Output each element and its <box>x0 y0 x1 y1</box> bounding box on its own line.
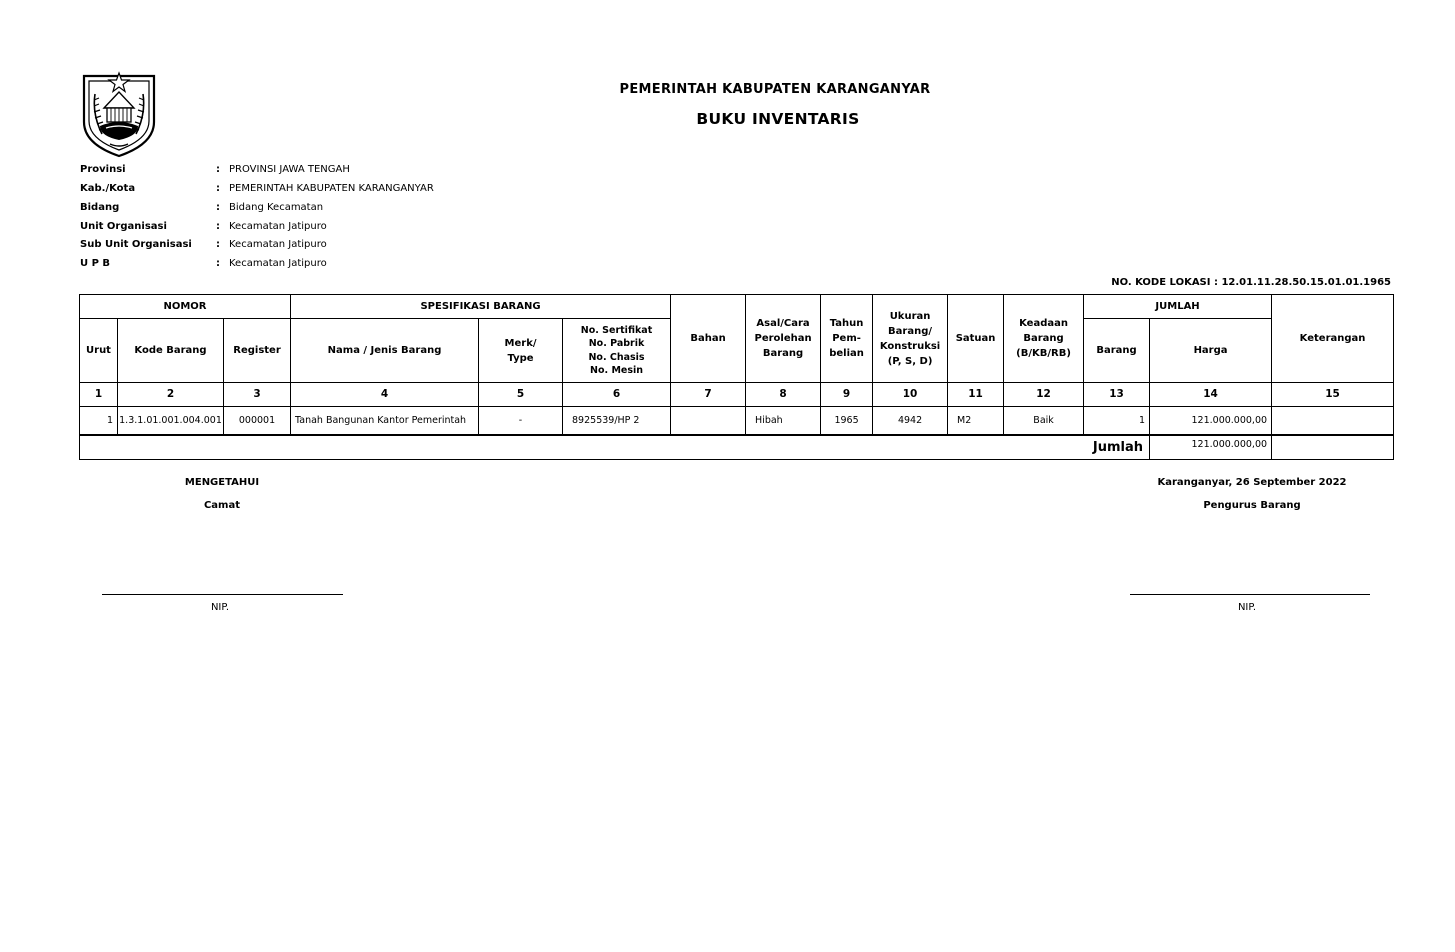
column-number: 15 <box>1272 383 1394 407</box>
info-value: PROVINSI JAWA TENGAH <box>229 164 350 175</box>
cell-sertifikat: 8925539/HP 2 <box>563 407 671 435</box>
info-colon: : <box>216 239 220 250</box>
cell-ukuran: 4942 <box>873 407 948 435</box>
cell-keadaan: Baik <box>1004 407 1084 435</box>
cell-nama: Tanah Bangunan Kantor Pemerintah <box>291 407 479 435</box>
header-spesifikasi: SPESIFIKASI BARANG <box>291 295 671 319</box>
header-sertifikat: No. Sertifikat No. Pabrik No. Chasis No. Mesin <box>563 319 671 383</box>
location-code: NO. KODE LOKASI : 12.01.11.28.50.15.01.01.1965 <box>1111 277 1391 288</box>
info-colon: : <box>216 258 220 269</box>
total-row <box>80 435 1394 460</box>
column-number: 3 <box>224 383 291 407</box>
info-label: Provinsi <box>80 164 126 175</box>
cell-jumlah-barang: 1 <box>1084 407 1150 435</box>
signature-left-line <box>102 594 343 595</box>
cell-tahun: 1965 <box>821 407 873 435</box>
document-title: BUKU INVENTARIS <box>696 110 860 128</box>
column-number: 2 <box>118 383 224 407</box>
signature-right-line <box>1130 594 1370 595</box>
info-colon: : <box>216 183 220 194</box>
column-number-row <box>80 383 1394 407</box>
column-number: 9 <box>821 383 873 407</box>
column-number: 11 <box>948 383 1004 407</box>
cell-merk: - <box>479 407 563 435</box>
column-number: 1 <box>80 383 118 407</box>
cell-register: 000001 <box>224 407 291 435</box>
header-merk: Merk/ Type <box>479 319 563 383</box>
signature-left-title: MENGETAHUI <box>184 477 260 488</box>
column-number: 10 <box>873 383 948 407</box>
column-number: 14 <box>1150 383 1272 407</box>
total-keterangan <box>1272 435 1394 460</box>
info-label: Kab./Kota <box>80 183 136 194</box>
info-value: PEMERINTAH KABUPATEN KARANGANYAR <box>229 183 434 194</box>
column-number: 4 <box>291 383 479 407</box>
signature-right-nip: NIP. <box>1237 602 1257 613</box>
cell-bahan <box>671 407 746 435</box>
cell-kode-barang: 1.3.1.01.001.004.001 <box>118 407 224 435</box>
info-value: Kecamatan Jatipuro <box>229 221 327 232</box>
cell-asal: Hibah <box>746 407 821 435</box>
header-kode-barang: Kode Barang <box>118 319 224 383</box>
header-ukuran: Ukuran Barang/ Konstruksi (P, S, D) <box>873 295 948 383</box>
cell-urut: 1 <box>80 407 118 435</box>
signature-right-role: Pengurus Barang <box>1203 500 1301 511</box>
header-nomor: NOMOR <box>80 295 291 319</box>
header-urut: Urut <box>80 319 118 383</box>
table-row <box>80 407 1394 435</box>
header-bahan: Bahan <box>671 295 746 383</box>
government-name: PEMERINTAH KABUPATEN KARANGANYAR <box>619 82 931 97</box>
header-harga: Harga <box>1150 319 1272 383</box>
header-keadaan: Keadaan Barang (B/KB/RB) <box>1004 295 1084 383</box>
header-jumlah: JUMLAH <box>1084 295 1272 319</box>
inventory-table <box>79 294 1394 460</box>
cell-keterangan <box>1272 407 1394 435</box>
info-label: U P B <box>80 258 111 269</box>
info-label: Sub Unit Organisasi <box>80 239 192 250</box>
column-number: 12 <box>1004 383 1084 407</box>
header-jumlah-barang: Barang <box>1084 319 1150 383</box>
info-colon: : <box>216 221 220 232</box>
header-keterangan: Keterangan <box>1272 295 1394 383</box>
column-number: 8 <box>746 383 821 407</box>
signature-right-date: Karanganyar, 26 September 2022 <box>1157 477 1347 488</box>
info-label: Bidang <box>80 202 120 213</box>
info-value: Kecamatan Jatipuro <box>229 239 327 250</box>
info-colon: : <box>216 164 220 175</box>
header-satuan: Satuan <box>948 295 1004 383</box>
info-label: Unit Organisasi <box>80 221 167 232</box>
cell-satuan: M2 <box>948 407 1004 435</box>
signature-left-role: Camat <box>203 500 241 511</box>
info-value: Bidang Kecamatan <box>229 202 324 213</box>
header-tahun: Tahun Pem- belian <box>821 295 873 383</box>
total-label: Jumlah <box>80 435 1150 460</box>
table-header-row <box>80 295 1394 319</box>
header-nama: Nama / Jenis Barang <box>291 319 479 383</box>
header-asal: Asal/Cara Perolehan Barang <box>746 295 821 383</box>
column-number: 7 <box>671 383 746 407</box>
signature-left-nip: NIP. <box>210 602 230 613</box>
column-number: 5 <box>479 383 563 407</box>
column-number: 6 <box>563 383 671 407</box>
cell-harga: 121.000.000,00 <box>1150 407 1272 435</box>
regency-emblem <box>80 70 158 158</box>
header-register: Register <box>224 319 291 383</box>
total-harga: 121.000.000,00 <box>1150 435 1272 460</box>
column-number: 13 <box>1084 383 1150 407</box>
info-colon: : <box>216 202 220 213</box>
info-value: Kecamatan Jatipuro <box>229 258 327 269</box>
karanganyar-emblem-icon <box>80 70 158 158</box>
